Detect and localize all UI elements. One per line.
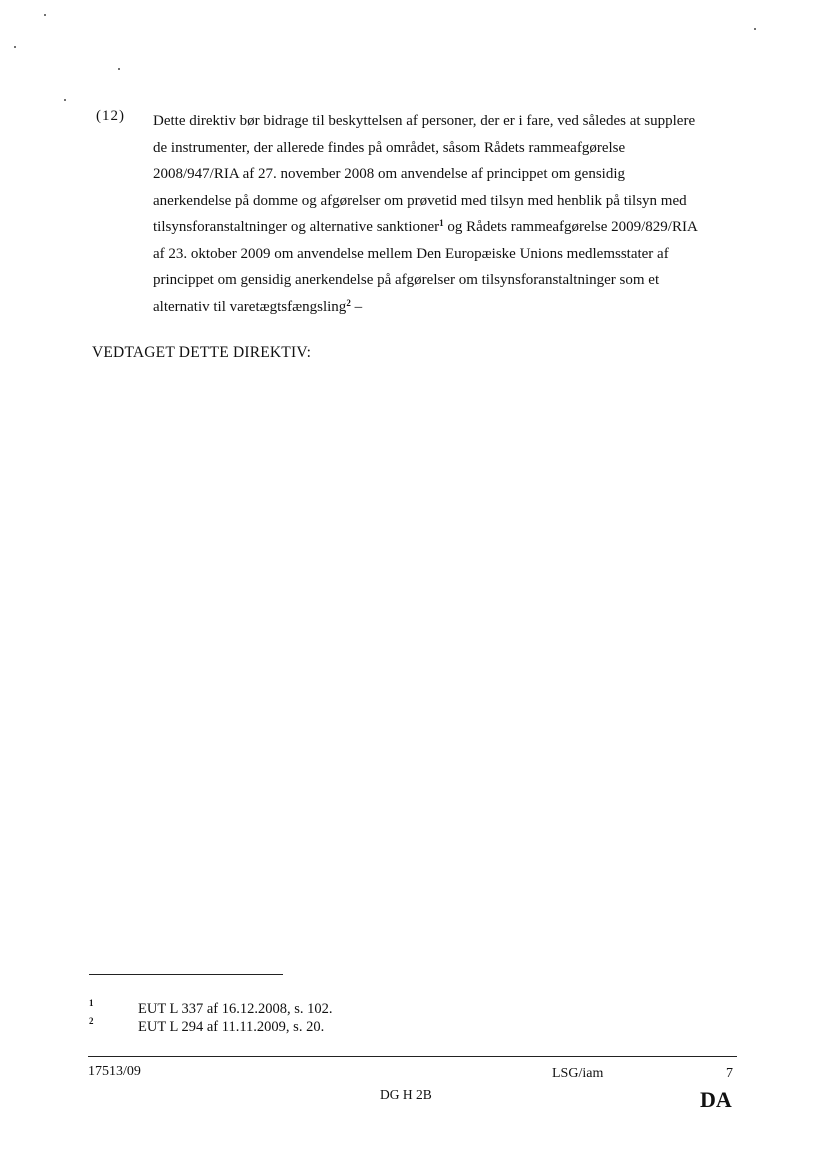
recital-line-text: alternativ til varetægtsfængsling — [153, 298, 347, 315]
footnote-ref-2: 2 — [346, 297, 351, 308]
footnote-separator — [89, 974, 283, 975]
scan-speck — [14, 46, 16, 48]
author-reference: LSG/iam — [552, 1066, 604, 1081]
recital-line — [153, 294, 753, 321]
recital-line-tail: og Rådets rammeafgørelse 2009/829/RIA — [443, 219, 698, 235]
scan-speck — [64, 99, 66, 101]
footnote-mark: 1 — [89, 998, 94, 1008]
scan-speck — [44, 14, 46, 16]
recital-line: anerkendelse på domme og afgørelser om prøvetid med tilsyn med henblik på tilsyn med — [153, 192, 687, 209]
directorate-code: DG H 2B — [380, 1087, 432, 1102]
footnote-ref-1: 1 — [439, 218, 444, 228]
enacting-formula: VEDTAGET DETTE DIREKTIV: — [92, 344, 312, 361]
footnote-text: EUT L 294 af 11.11.2009, s. 20. — [138, 1019, 325, 1035]
page-number: 7 — [726, 1066, 733, 1081]
scan-speck — [118, 68, 120, 70]
recital-line: Dette direktiv bør bidrage til beskyttelsen af personer, der er i fare, ved således at supplere — [153, 113, 696, 129]
recital-text — [153, 108, 753, 320]
recital-number: (12) — [96, 108, 125, 124]
footnote-text: EUT L 337 af 16.12.2008, s. 102. — [138, 1001, 333, 1017]
footer-separator — [88, 1056, 737, 1057]
scan-speck — [754, 28, 756, 30]
document-number: 17513/09 — [88, 1064, 141, 1079]
footnote-mark: 2 — [89, 1016, 94, 1026]
recital-line: de instrumenter, der allerede findes på området, såsom Rådets rammeafgørelse — [153, 139, 626, 156]
language-code: DA — [700, 1087, 732, 1112]
recital-line: 2008/947/RIA af 27. november 2008 om anvendelse af princippet om gensidig — [153, 166, 625, 182]
recital-line — [153, 214, 753, 241]
recital-line: af 23. oktober 2009 om anvendelse mellem Den Europæiske Unions medlemsstater af — [153, 245, 669, 262]
recital-line-text: tilsynsforanstaltninger og alternative sanktioner — [153, 219, 440, 235]
recital-line-tail: – — [350, 298, 363, 315]
recital-line: princippet om gensidig anerkendelse på afgørelser om tilsynsforanstaltninger som et — [153, 272, 660, 288]
